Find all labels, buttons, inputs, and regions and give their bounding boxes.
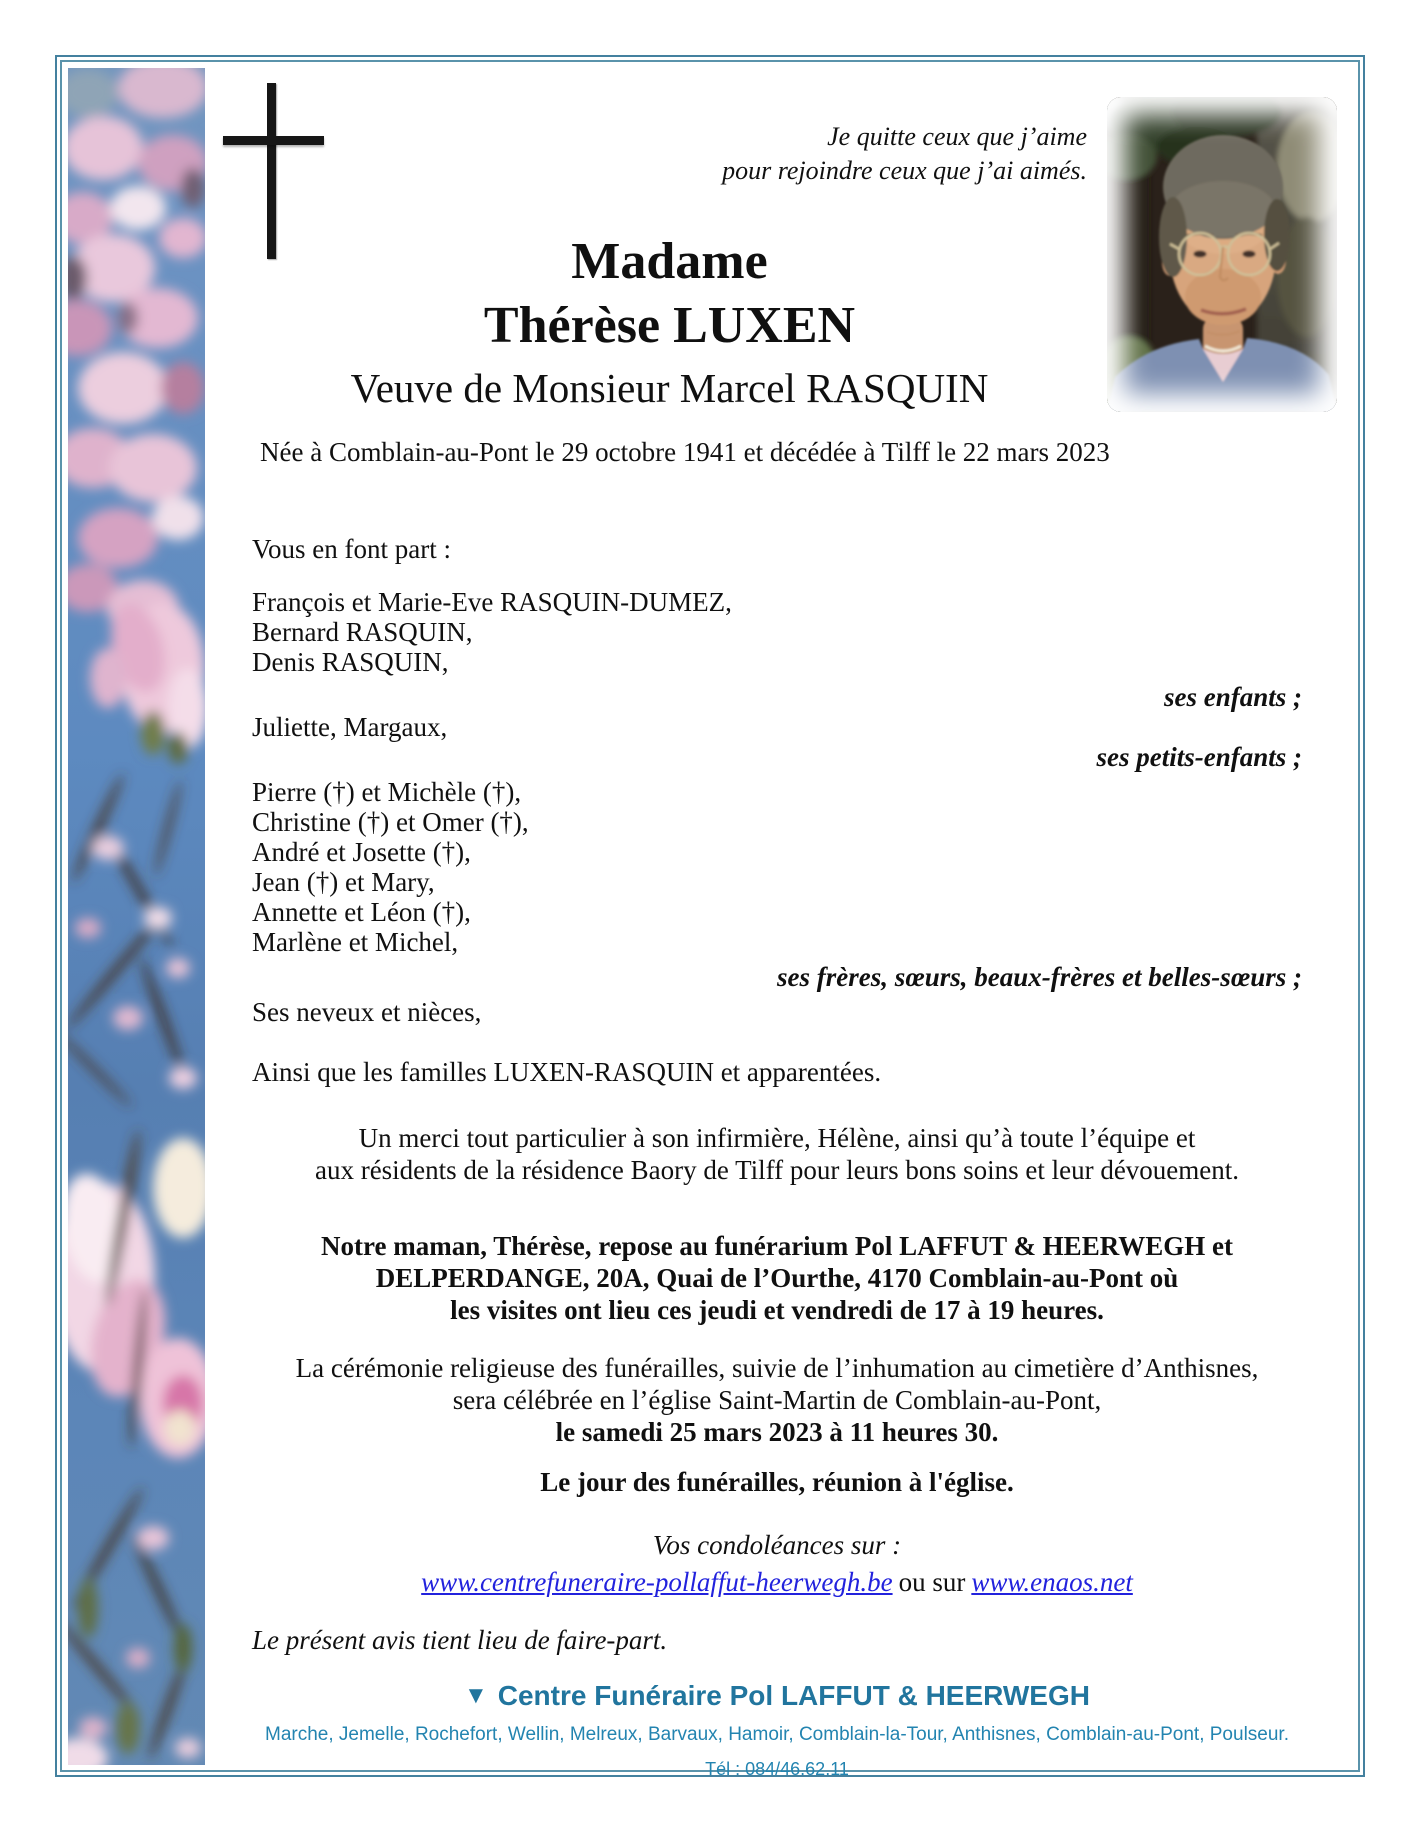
list-item: Denis RASQUIN, <box>252 647 449 677</box>
deceased-relation: Veuve de Monsieur Marcel RASQUIN <box>350 365 989 411</box>
list-item: Jean (†) et Mary, <box>252 867 435 897</box>
photo-soft-edge <box>1107 97 1337 412</box>
deceased-name: Thérèse LUXEN <box>483 297 856 354</box>
children-list <box>252 587 1302 677</box>
quote-line-1: Je quitte ceux que j’aime <box>827 122 1087 151</box>
faire-part-notice: Le présent avis tient lieu de faire-part. <box>252 1625 668 1655</box>
funeral-home-brand <box>252 1680 1302 1713</box>
list-item: Annette et Léon (†), <box>252 897 471 927</box>
funeral-home-towns: Marche, Jemelle, Rochefort, Wellin, Melreux, Barvaux, Hamoir, Comblain-la-Tour, Anthisnes, Comblain-au-Pont, Poulseur. <box>265 1724 1289 1745</box>
funeral-home-phone: Tél : 084/46.62.11 <box>705 1759 849 1779</box>
announcement-intro: Vous en font part : <box>252 534 451 564</box>
ceremony-line-2: sera célébrée en l’église Saint-Martin de Comblain-au-Pont, <box>452 1385 1102 1415</box>
list-item: François et Marie-Eve RASQUIN-DUMEZ, <box>252 587 732 617</box>
portrait-photo <box>1107 97 1337 412</box>
condolences-links <box>252 1567 1302 1598</box>
thanks-paragraph <box>252 1122 1302 1186</box>
list-item: Bernard RASQUIN, <box>252 617 473 647</box>
quote-line-2: pour rejoindre ceux que j’ai aimés. <box>722 156 1087 185</box>
triangle-down-icon: ▼ <box>464 1682 488 1709</box>
list-item: Pierre (†) et Michèle (†), <box>252 777 522 807</box>
deceased-title: Madame <box>571 233 768 290</box>
list-item: Marlène et Michel, <box>252 927 459 957</box>
thanks-line-2: aux résidents de la résidence Baory de Tilff pour leurs bons soins et leur dévouement. <box>314 1155 1240 1185</box>
grandchildren-label: ses petits-enfants ; <box>1096 742 1302 772</box>
ceremony-line-1: La cérémonie religieuse des funérailles, suivie de l’inhumation au cimetière d’Anthisnes, <box>295 1353 1259 1383</box>
condolences-link-enaos[interactable]: www.enaos.net <box>971 1567 1133 1597</box>
condolences-link-funeral-home[interactable]: www.centrefuneraire-pollaffut-heerwegh.be <box>421 1567 893 1597</box>
list-item: André et Josette (†), <box>252 837 471 867</box>
funeral-home-name: Centre Funéraire Pol LAFFUT & HEERWEGH <box>497 1680 1090 1711</box>
ceremony-date-line: le samedi 25 mars 2023 à 11 heures 30. <box>555 1417 999 1447</box>
link-separator: ou sur <box>898 1567 966 1597</box>
repose-line-1: Notre maman, Thérèse, repose au funérarium Pol LAFFUT & HEERWEGH et <box>321 1231 1233 1261</box>
repose-line-3: les visites ont lieu ces jeudi et vendredi de 17 à 19 heures. <box>450 1295 1104 1325</box>
families-line: Ainsi que les familles LUXEN-RASQUIN et apparentées. <box>252 1057 882 1087</box>
nephews-line: Ses neveux et nièces, <box>252 997 482 1027</box>
siblings-list <box>252 777 1302 957</box>
children-label: ses enfants ; <box>1163 682 1302 712</box>
magnolia-strip-photo <box>68 68 205 1765</box>
opening-quote <box>252 120 1087 188</box>
siblings-label: ses frères, sœurs, beaux-frères et belles-sœurs ; <box>777 962 1302 992</box>
list-item: Christine (†) et Omer (†), <box>252 807 529 837</box>
life-dates: Née à Comblain-au-Pont le 29 octobre 1941 et décédée à Tilff le 22 mars 2023 <box>260 437 1110 467</box>
page-frame <box>55 55 1365 1777</box>
grandchildren-list: Juliette, Margaux, <box>252 712 448 742</box>
reunion-line: Le jour des funérailles, réunion à l'église. <box>540 1467 1014 1497</box>
ceremony-paragraph <box>252 1352 1302 1448</box>
thanks-line-1: Un merci tout particulier à son infirmière, Hélène, ainsi qu’à toute l’équipe et <box>358 1123 1196 1153</box>
condolences-intro: Vos condoléances sur : <box>652 1530 902 1560</box>
repose-paragraph <box>252 1230 1302 1326</box>
repose-line-2: DELPERDANGE, 20A, Quai de l’Ourthe, 4170 Comblain-au-Pont où <box>375 1263 1179 1293</box>
